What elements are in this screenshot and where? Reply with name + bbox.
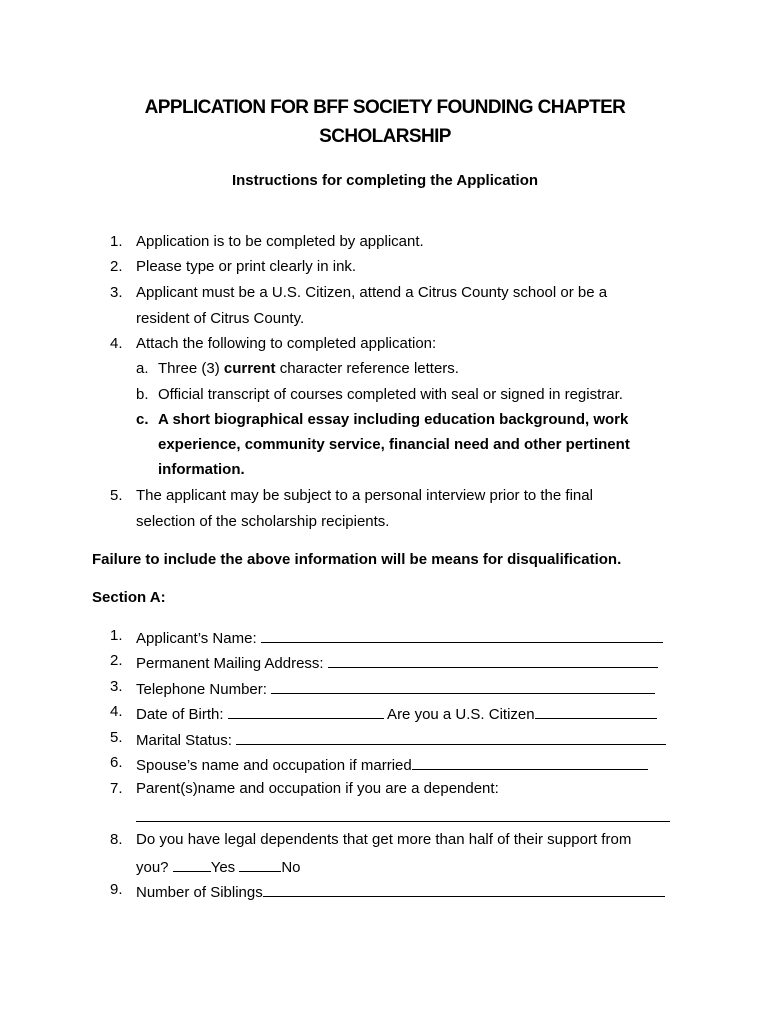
document-title-line1: APPLICATION FOR BFF SOCIETY FOUNDING CHAPTER	[144, 97, 626, 118]
item-number: 3.	[110, 678, 123, 695]
item-number: 7.	[110, 780, 123, 797]
field-label: Telephone Number:	[136, 681, 272, 698]
applicant-name-blank[interactable]	[261, 627, 663, 643]
item-text: Attach the following to completed application:	[136, 335, 437, 352]
parents-blank[interactable]	[136, 806, 670, 822]
disqualification-warning: Failure to include the above information will be means for disqualification.	[92, 551, 622, 568]
item-number: 3.	[110, 284, 123, 301]
sub-label: c.	[136, 411, 149, 428]
telephone-blank[interactable]	[271, 678, 655, 694]
date-of-birth-blank[interactable]	[228, 703, 384, 719]
item-text: selection of the scholarship recipients.	[136, 513, 390, 530]
item-text: resident of Citrus County.	[136, 310, 305, 327]
item-number: 2.	[110, 652, 123, 669]
field-label: Do you have legal dependents that get more than half of their support from	[136, 831, 632, 848]
emphasis-current: current	[223, 360, 276, 377]
sub-text: Official transcript of courses completed with seal or signed in registrar.	[158, 386, 623, 403]
item-text: Please type or print clearly in ink.	[136, 258, 357, 275]
document-title-line2: SCHOLARSHIP	[319, 126, 451, 147]
field-label: Parent(s)name and occupation if you are a dependent:	[136, 780, 499, 797]
item-number: 5.	[110, 729, 123, 746]
item-number: 8.	[110, 831, 123, 848]
item-number: 5.	[110, 487, 123, 504]
sub-text: Three (3) current character reference letters.	[158, 360, 459, 377]
field-label: Permanent Mailing Address:	[136, 655, 328, 672]
field-label-citizen: Are you a U.S. Citizen	[383, 706, 535, 723]
item-number: 9.	[110, 881, 123, 898]
item-number: 6.	[110, 754, 123, 771]
item-number: 4.	[110, 703, 123, 720]
yes-blank[interactable]	[173, 856, 211, 872]
no-blank[interactable]	[239, 856, 281, 872]
instructions-heading: Instructions for completing the Application	[231, 172, 539, 189]
mailing-address-blank[interactable]	[328, 652, 658, 668]
item-number: 4.	[110, 335, 123, 352]
field-label: you?	[136, 859, 173, 876]
field-label: Applicant’s Name:	[136, 630, 261, 647]
item-text: The applicant may be subject to a personal interview prior to the final	[136, 487, 593, 504]
field-label: Number of Siblings	[136, 884, 263, 901]
field-label: Date of Birth:	[136, 706, 228, 723]
siblings-blank[interactable]	[263, 881, 665, 897]
sub-label: b.	[136, 386, 149, 403]
spouse-blank[interactable]	[412, 754, 648, 770]
citizen-blank[interactable]	[535, 703, 657, 719]
sub-text: A short biographical essay including education background, work	[158, 411, 629, 428]
item-number: 2.	[110, 258, 123, 275]
item-number: 1.	[110, 627, 123, 644]
section-a-heading: Section A:	[92, 589, 166, 606]
field-label: Marital Status:	[136, 732, 237, 749]
field-label: Spouse’s name and occupation if married	[136, 757, 412, 774]
sub-text: information.	[158, 461, 245, 478]
yes-label: Yes	[210, 859, 240, 876]
item-text: Application is to be completed by applicant.	[136, 233, 424, 250]
item-text: Applicant must be a U.S. Citizen, attend a Citrus County school or be a	[136, 284, 608, 301]
no-label: No	[281, 859, 301, 876]
sub-label: a.	[136, 360, 149, 377]
sub-text: experience, community service, financial need and other pertinent	[158, 436, 630, 453]
item-number: 1.	[110, 233, 123, 250]
marital-status-blank[interactable]	[236, 729, 666, 745]
